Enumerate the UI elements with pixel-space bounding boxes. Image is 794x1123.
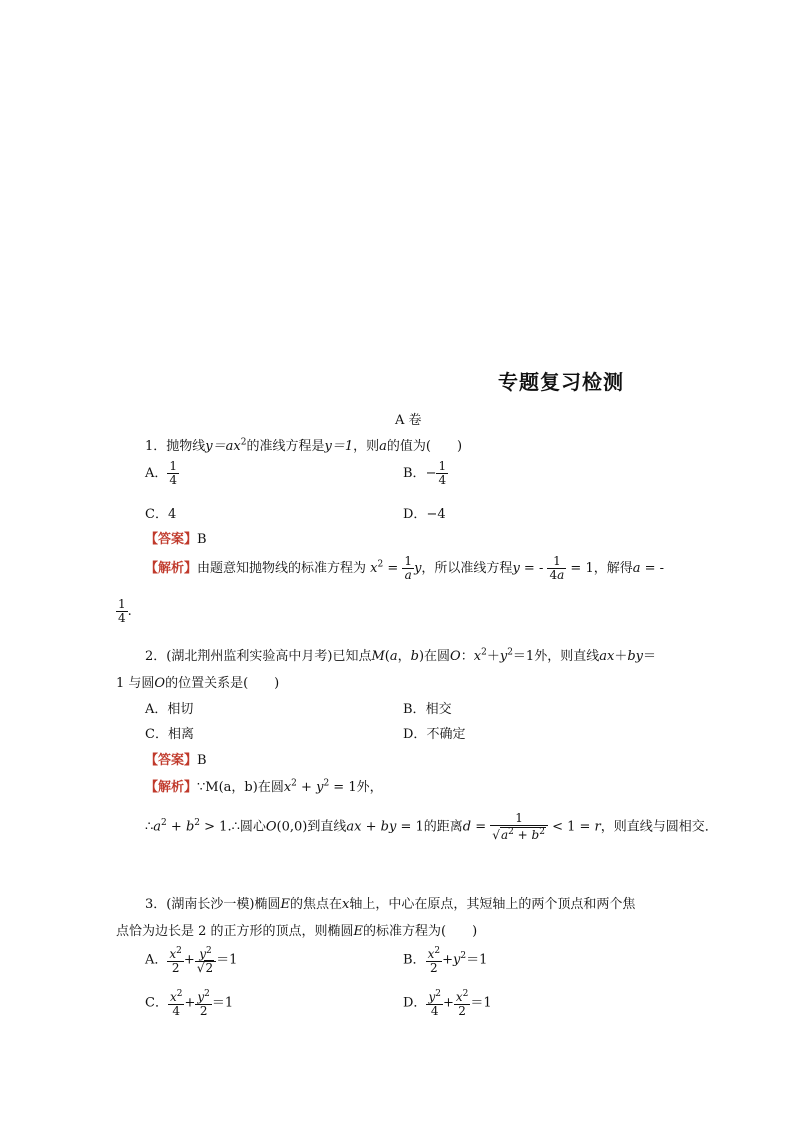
question-2-stem: 2．(湖北荆州监利实验高中月考)已知点M(a，b)在圆O：$x^2+y^2=1$外，则直线ax＋by＝ (145, 647, 657, 664)
option-a[interactable]: A． $\frac{1}{4}$ (145, 459, 178, 487)
option-d[interactable]: D．−4 (403, 507, 446, 522)
question-3-stem: 3．(湖南长沙一模)椭圆E的焦点在x轴上，中心在原点，其短轴上的两个顶点和两个焦 (145, 897, 636, 912)
fraction: $\frac{1}{4}$ (438, 459, 447, 487)
analysis-line-2: $\therefore a^2 + b^2$ > 1.∴圆心O(0,0)到直线ax + by = 1的距离d = $\frac{1}{√a^2 + b^2}$ < 1 = r，则直线与圆相交． (145, 811, 718, 842)
question-1-stem: 1．抛物线$y=ax^2$的准线方程是y＝1，则a的值为( ) (145, 437, 463, 454)
analysis-continuation: $\frac{1}{4}$ . (118, 597, 132, 625)
option-d[interactable]: D．不确定 (403, 727, 466, 742)
analysis-tag: 【解析】 (145, 561, 198, 576)
section-label: A 卷 (395, 413, 422, 428)
answer-value: B (197, 753, 207, 768)
option-d[interactable]: D． $\frac{y^2}{4}$ + $\frac{x^2}{2}$ ＝1 (403, 989, 492, 1018)
question-number: 1． (145, 439, 167, 454)
question-3-stem-line2: 点恰为边长是 2 的正方形的顶点，则椭圆E的标准方程为( ) (116, 924, 478, 939)
question-number: 3． (145, 897, 167, 912)
fraction: $\frac{1}{4}$ (169, 459, 178, 487)
option-c[interactable]: C．4 (145, 507, 177, 522)
option-c[interactable]: C．相离 (145, 727, 194, 742)
option-a[interactable]: A． $\frac{x^2}{2}$ + $\frac{y^2}{√2}$ ＝1 (145, 946, 238, 975)
question-source: (湖南长沙一模) (166, 897, 255, 912)
question-number: 2． (145, 649, 167, 664)
analysis-line: 【解析】∵M(a，b)在圆$x^2 + y^2 = 1$外， (145, 778, 383, 795)
option-b[interactable]: B．相交 (403, 702, 452, 717)
option-a[interactable]: A．相切 (145, 702, 194, 717)
answer-tag: 【答案】 (145, 753, 198, 768)
option-c[interactable]: C． $\frac{x^2}{4}$ + $\frac{y^2}{2}$ ＝1 (145, 989, 234, 1018)
analysis-tag: 【解析】 (145, 780, 198, 795)
answer-value: B (197, 532, 207, 547)
question-2-stem-line2: 1 与圆O的位置关系是( ) (116, 676, 280, 691)
option-b[interactable]: B． $\frac{x^2}{2}$ $+y^2=1$ (403, 946, 488, 975)
question-source: (湖北荆州监利实验高中月考) (166, 649, 333, 664)
option-b[interactable]: B．− $\frac{1}{4}$ (403, 459, 447, 487)
page-title: 专题复习检测 (498, 370, 624, 394)
answer-line (145, 749, 207, 768)
answer-tag: 【答案】 (145, 532, 198, 547)
answer-line (145, 528, 207, 547)
analysis-line: 【解析】由题意知抛物线的标准方程为 $x^2$ = $\frac{1}{a}$ y，所以准线方程y = - $\frac{1}{4a}$ = 1，解得a = - (145, 554, 665, 582)
